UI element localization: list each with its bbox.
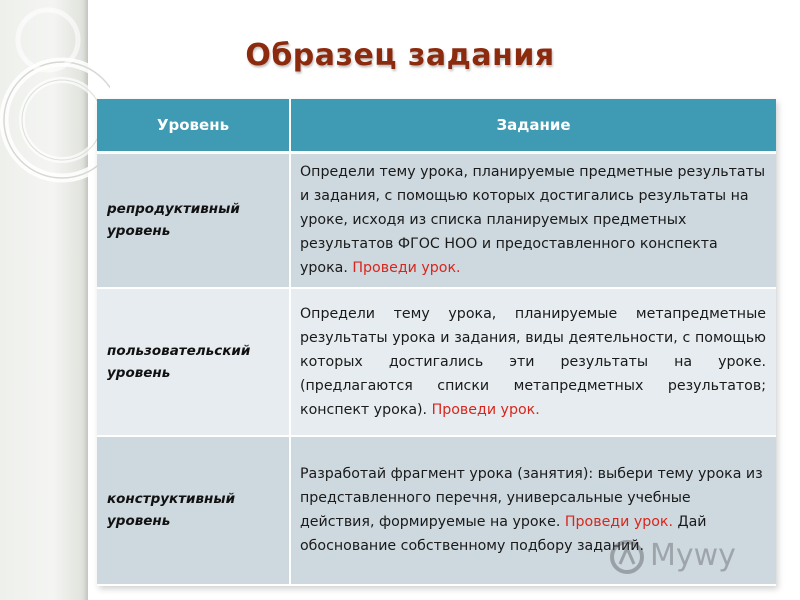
slide-title: Образец задания bbox=[245, 38, 555, 73]
task-text: Разработай фрагмент урока (занятия): выбери тему урока из представленного перечня, универсальные учебные действия, формируемые на уроке. bbox=[300, 466, 763, 530]
task-table bbox=[97, 99, 776, 586]
watermark bbox=[608, 526, 788, 586]
task-text: Определи тему урока, планируемые предметные результаты и задания, с помощью которых достигались результаты на уроке, исходя из списка планируемых предметных результатов ФГОС НОО и предоставленного конспекта урока. bbox=[300, 164, 766, 277]
watermark-text: Mywy bbox=[650, 538, 736, 573]
task-accent-text: Проведи урок. bbox=[431, 401, 540, 418]
row-task-user bbox=[290, 288, 776, 436]
table-header-row bbox=[97, 99, 776, 153]
decorative-rings-icon bbox=[0, 0, 110, 220]
task-accent-text: Проведи урок. bbox=[352, 260, 461, 277]
table-row bbox=[97, 153, 776, 288]
watermark-logo-icon bbox=[608, 538, 646, 576]
header-level: Уровень bbox=[97, 99, 290, 153]
row-task-reproductive bbox=[290, 153, 776, 288]
task-text-after: Дай обоснование собственному подбору заданий. bbox=[300, 514, 707, 554]
header-task: Задание bbox=[290, 99, 776, 153]
task-accent-text: Проведи урок. bbox=[564, 514, 674, 530]
row-level-constructive: конструктивный уровень bbox=[97, 436, 290, 585]
task-text: Определи тему урока, планируемые метапредметные результаты урока и задания, виды деятельности, с помощью которых достигались эти результаты на уроке. (предлагаются списки метапредметных результатов; конспект урока). bbox=[300, 305, 766, 418]
row-level-user: пользовательский уровень bbox=[97, 288, 290, 436]
row-level-reproductive: репродуктивный уровень bbox=[97, 153, 290, 288]
table-row bbox=[97, 288, 776, 436]
